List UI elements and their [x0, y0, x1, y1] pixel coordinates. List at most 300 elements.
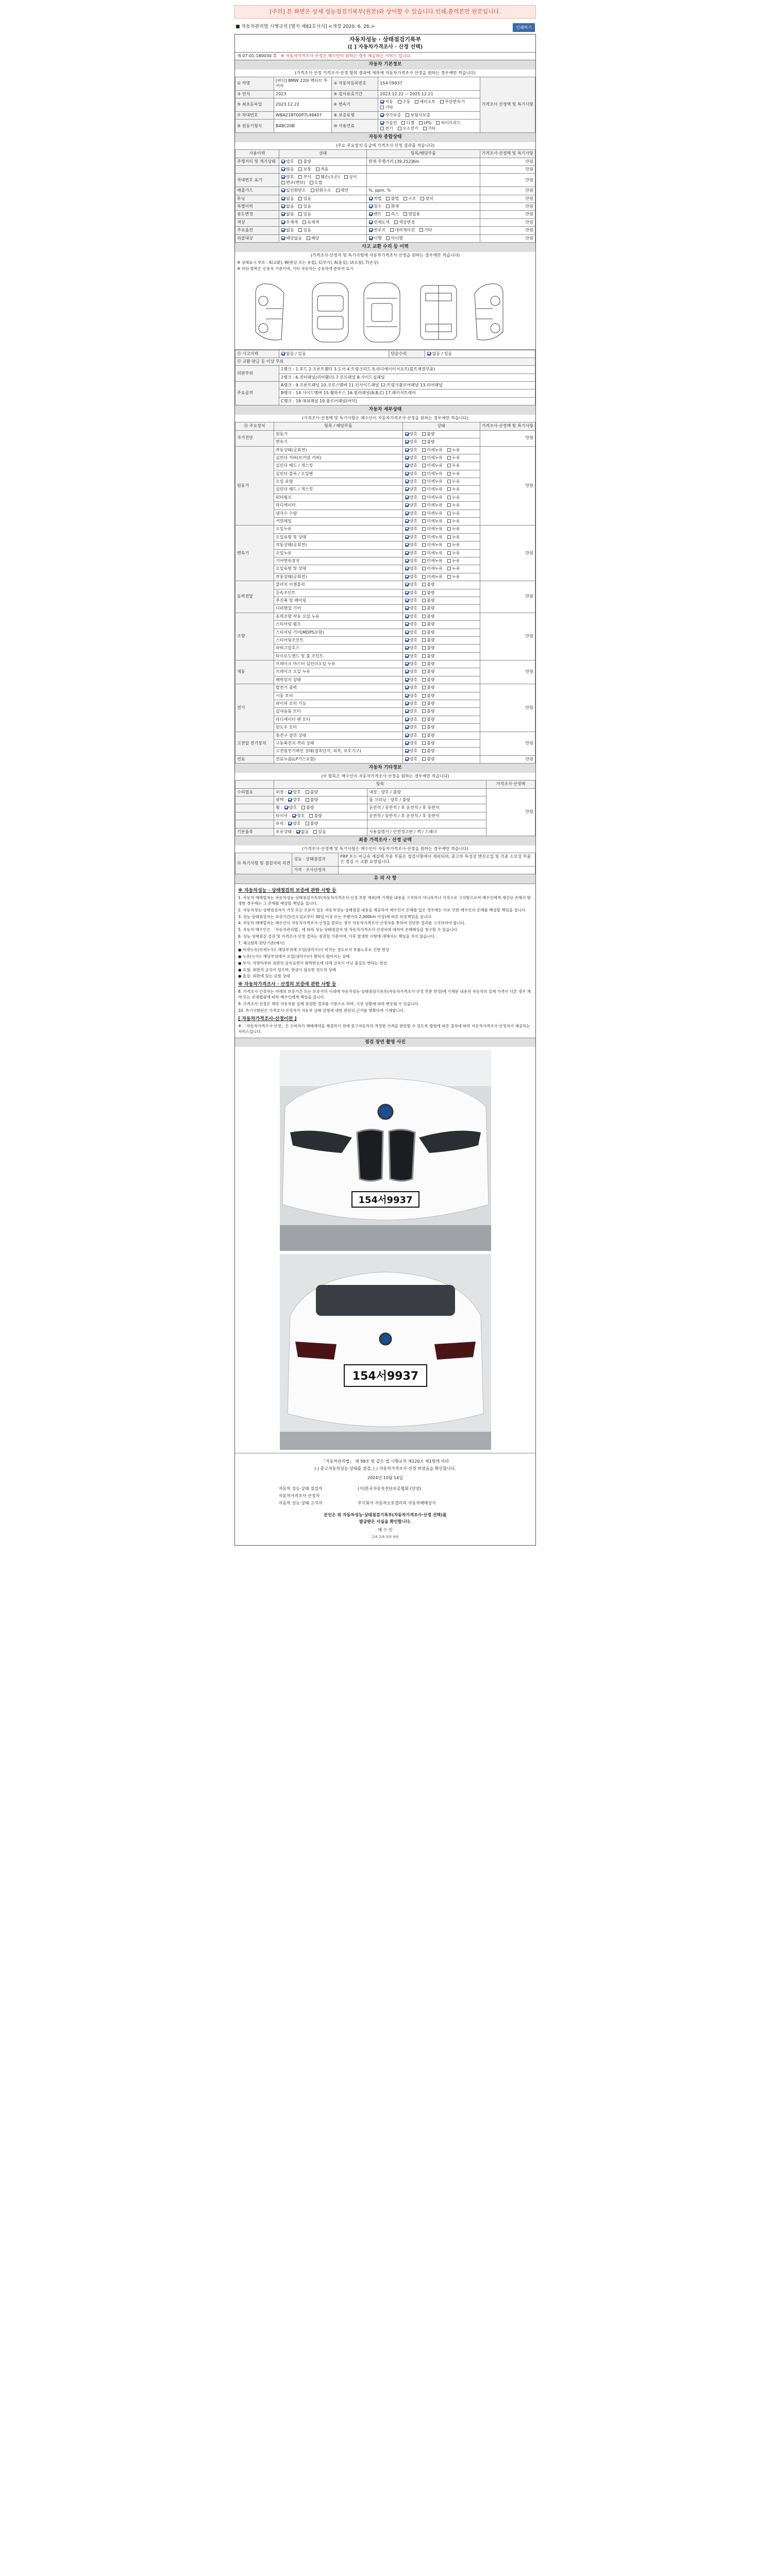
checkbox-icon[interactable] [298, 228, 302, 232]
detail-item: 커먼레일 [274, 518, 403, 526]
checkbox-checked-icon[interactable] [405, 480, 409, 483]
car-diagram [235, 273, 535, 350]
detail-status [402, 438, 480, 446]
checkbox-icon[interactable] [306, 790, 309, 794]
checkbox-icon[interactable] [422, 496, 426, 499]
condition-row [236, 166, 535, 174]
checkbox-icon[interactable] [447, 535, 451, 539]
detail-status [402, 589, 480, 597]
detail-price: 만원 [480, 660, 535, 684]
checkbox-icon[interactable] [447, 464, 451, 467]
checkbox-checked-icon[interactable] [405, 432, 409, 436]
checkbox-icon[interactable] [447, 496, 451, 499]
checkbox-icon[interactable] [298, 205, 302, 208]
photos-title: 점검 장면 촬영 사진 [235, 1038, 535, 1047]
checkbox-icon[interactable] [447, 487, 451, 491]
option-item: 양호 [281, 175, 294, 180]
checkbox-icon[interactable] [311, 189, 314, 192]
detail-item: 추진축 및 베어링 [274, 597, 403, 604]
checkbox-icon[interactable] [422, 512, 426, 515]
checkbox-icon[interactable] [422, 559, 426, 563]
checkbox-icon[interactable] [301, 806, 305, 809]
checkbox-icon[interactable] [316, 167, 320, 171]
checkbox-icon[interactable] [447, 527, 451, 531]
detail-price: 만원 [480, 581, 535, 613]
checkbox-icon[interactable] [422, 591, 426, 595]
checkbox-icon[interactable] [422, 725, 426, 729]
option-item: 양호 [405, 741, 417, 746]
checkbox-checked-icon[interactable] [405, 456, 409, 460]
option-item: 없음 [281, 196, 294, 201]
checkbox-checked-icon[interactable] [405, 519, 409, 523]
checkbox-checked-icon[interactable] [405, 734, 409, 737]
detail-item: 파워고압호스 [274, 645, 403, 652]
checkbox-checked-icon[interactable] [405, 448, 409, 452]
checkbox-icon[interactable] [298, 167, 302, 171]
checkbox-icon[interactable] [422, 638, 426, 642]
accident-legend: ※ 상태표시 부호 : X(교환), W(판금 또는 용접), C(부식), A(흠집), U(요철), T(손상) [237, 260, 379, 265]
detail-item: 기어변속장치 [274, 557, 403, 565]
checkbox-checked-icon[interactable] [369, 197, 373, 200]
checkbox-icon[interactable] [419, 121, 423, 125]
checkbox-icon[interactable] [422, 734, 426, 737]
detail-item: 브레이크 마스터 실린더오일 누유 [274, 660, 403, 668]
checkbox-icon[interactable] [386, 212, 390, 216]
checkbox-checked-icon[interactable] [281, 205, 285, 208]
checkbox-icon[interactable] [398, 127, 401, 130]
simple-repair-value: 없음 / 있음 [425, 350, 535, 358]
option-item: 양호 [405, 519, 417, 524]
checkbox-checked-icon[interactable] [405, 694, 409, 698]
option-item: 양호 [405, 733, 417, 738]
detail-status [402, 755, 480, 763]
checkbox-icon[interactable] [422, 472, 426, 476]
checkbox-icon[interactable] [422, 599, 426, 602]
checkbox-icon[interactable] [422, 583, 426, 586]
checkbox-icon[interactable] [422, 527, 426, 531]
checkbox-checked-icon[interactable] [405, 686, 409, 689]
checkbox-icon[interactable] [306, 798, 309, 802]
condition-status [279, 195, 367, 202]
option-item: 누유 [447, 551, 460, 556]
others-group: 기본품목 [236, 828, 274, 836]
checkbox-checked-icon[interactable] [405, 615, 409, 618]
condition-item [236, 166, 279, 174]
option-item: 양호 [405, 511, 417, 516]
option-item: 보통 [298, 167, 311, 172]
condition-detail [367, 166, 480, 174]
option-item: 미세누유 [422, 519, 443, 524]
detail-item: 작동상태(공회전) [274, 573, 403, 581]
checkbox-checked-icon[interactable] [405, 670, 409, 673]
checkbox-icon[interactable] [447, 480, 451, 483]
detail-status [402, 613, 480, 620]
checkbox-icon[interactable] [421, 197, 424, 200]
option-item: 양호 [405, 574, 417, 580]
checkbox-icon[interactable] [447, 503, 451, 507]
checkbox-checked-icon[interactable] [288, 798, 292, 802]
detail-item: 실린더 헤드 / 개스킷 [274, 462, 403, 470]
checkbox-checked-icon[interactable] [369, 228, 373, 232]
checkbox-icon[interactable] [309, 814, 313, 818]
checkbox-checked-icon[interactable] [369, 212, 373, 216]
checkbox-checked-icon[interactable] [292, 814, 296, 818]
checkbox-icon[interactable] [390, 228, 394, 232]
checkbox-icon[interactable] [422, 543, 426, 547]
checkbox-icon[interactable] [447, 519, 451, 523]
option-item: 있음 [313, 829, 326, 835]
option-item: 유채색 [302, 220, 319, 225]
option-item: 일산화탄소 [281, 188, 306, 193]
option-item: 불량 [422, 630, 434, 635]
checkbox-checked-icon[interactable] [405, 503, 409, 507]
detail-item: 등속조인트 [274, 589, 403, 597]
checkbox-icon[interactable] [422, 646, 426, 650]
option-item: 세미오토 [414, 99, 435, 105]
option-item: 적음 [315, 167, 328, 172]
checkbox-checked-icon[interactable] [405, 622, 409, 626]
checkbox-icon[interactable] [447, 567, 451, 570]
option-item: 양호 [405, 439, 417, 445]
checkbox-checked-icon[interactable] [284, 806, 288, 809]
detail-status [402, 494, 480, 501]
option-item: 네비게이션 [390, 228, 415, 233]
option-item: 상이 [344, 175, 357, 180]
checkbox-checked-icon[interactable] [405, 638, 409, 642]
option-item: 불량 [305, 821, 318, 826]
note-paragraph: 5. 자동차 매수인은 「자동차관리법」에 따라 성능·상태점검자 및 자동차가격조사·산정자에 대하여 손해배상을 청구할 수 있습니다. [238, 927, 459, 933]
checkbox-icon[interactable] [422, 567, 426, 570]
checkbox-icon[interactable] [422, 456, 426, 460]
checkbox-icon[interactable] [310, 181, 313, 184]
condition-price: 만원 [480, 234, 535, 242]
checkbox-icon[interactable] [401, 121, 405, 125]
accident-table [235, 350, 535, 406]
checkbox-checked-icon[interactable] [405, 678, 409, 682]
checkbox-icon[interactable] [298, 197, 302, 200]
detail-price: 만원 [480, 526, 535, 581]
option-item: 전기 [380, 126, 393, 131]
checkbox-checked-icon[interactable] [369, 236, 373, 240]
checkbox-icon[interactable] [436, 121, 440, 125]
others-a: 보유상태 : 없음 있음 [274, 828, 367, 836]
checkbox-checked-icon[interactable] [405, 583, 409, 586]
checkbox-checked-icon[interactable] [369, 205, 373, 208]
checkbox-checked-icon[interactable] [405, 551, 409, 555]
condition-detail [367, 195, 480, 202]
signer-1-value: (사)한국자동차진단보증협회 (안양) [357, 1486, 422, 1491]
checkbox-icon[interactable] [422, 694, 426, 698]
checkbox-checked-icon[interactable] [405, 440, 409, 444]
checkbox-checked-icon[interactable] [405, 543, 409, 547]
checkbox-icon[interactable] [344, 175, 348, 179]
others-b: 사용설명서 / 안전경고판 / 잭 / 스패너 [367, 828, 486, 836]
checkbox-icon[interactable] [398, 100, 401, 104]
checkbox-icon[interactable] [386, 197, 390, 200]
checkbox-checked-icon[interactable] [405, 725, 409, 729]
checkbox-checked-icon[interactable] [405, 575, 409, 579]
checkbox-icon[interactable] [422, 464, 426, 467]
option-item: 양호 [288, 798, 300, 803]
checkbox-icon[interactable] [422, 686, 426, 689]
checkbox-checked-icon[interactable] [296, 830, 300, 834]
checkbox-icon[interactable] [380, 106, 384, 109]
checkbox-icon[interactable] [406, 113, 409, 117]
checkbox-icon[interactable] [404, 212, 407, 216]
option-item: 훼손(오손) [315, 175, 340, 180]
detail-item: 오일 유량 [274, 478, 403, 486]
checkbox-icon[interactable] [422, 487, 426, 491]
checkbox-checked-icon[interactable] [405, 464, 409, 467]
checkbox-checked-icon[interactable] [281, 189, 285, 192]
detail-section-title: 자동차 세부상태 [235, 405, 535, 415]
detail-item: 작동상태(공회전) [274, 541, 403, 549]
checkbox-icon[interactable] [447, 472, 451, 476]
detail-status [402, 565, 480, 573]
option-item: 미세누유 [422, 543, 443, 548]
option-item: 누유 [447, 503, 460, 508]
detail-item: 라디에이터 팬 모터 [274, 716, 403, 723]
note-paragraph: 3. 성능·상태점검자는 보증기간(인도일로부터 30일 이상 또는 주행거리 2,000km 이상)에 따른 보증책임을 집니다. [238, 914, 432, 919]
option-item: 침수 [368, 204, 381, 209]
detail-item: 클러치 어셈블리 [274, 581, 403, 589]
detail-item: 타이로드엔드 및 볼 조인트 [274, 652, 403, 660]
checkbox-icon[interactable] [422, 718, 426, 721]
detail-item: 실내송풍 모터 [274, 708, 403, 716]
checkbox-icon[interactable] [303, 221, 306, 224]
checkbox-checked-icon[interactable] [405, 757, 409, 761]
checkbox-checked-icon[interactable] [405, 654, 409, 658]
checkbox-icon[interactable] [336, 189, 340, 192]
condition-detail: 현재 주행거리 [39,252]Km [367, 158, 480, 165]
checkbox-icon[interactable] [422, 503, 426, 507]
option-item: 누유 [447, 479, 460, 484]
checkbox-checked-icon[interactable] [405, 718, 409, 721]
checkbox-icon[interactable] [298, 212, 302, 216]
checkbox-icon[interactable] [386, 205, 390, 208]
note-paragraph: 6. 성능·상태점검 결과 및 가격조사·산정 결과는 점검일 기준이며, 이후 발생한 사항에 대해서는 책임을 지지 않습니다. [238, 934, 436, 939]
checkbox-checked-icon[interactable] [288, 790, 292, 794]
checkbox-icon[interactable] [316, 175, 320, 179]
checkbox-icon[interactable] [419, 228, 423, 232]
option-item: 양호 [405, 543, 417, 548]
checkbox-icon[interactable] [404, 197, 407, 200]
checkbox-icon[interactable] [422, 432, 426, 436]
accident-legend-2: ※ 하단 항목은 승용차 기준이며, 기타 자동차는 승용차에 준하여 표시 [237, 266, 354, 271]
checkbox-checked-icon[interactable] [405, 709, 409, 713]
checkbox-checked-icon[interactable] [405, 749, 409, 753]
detail-status [402, 716, 480, 723]
checkbox-icon[interactable] [386, 236, 390, 240]
detail-item: 오일누유 [274, 549, 403, 557]
checkbox-icon[interactable] [422, 709, 426, 713]
checkbox-icon[interactable] [422, 480, 426, 483]
detail-col-2: 항목 / 해당부품 [274, 422, 403, 430]
checkbox-icon[interactable] [422, 631, 426, 634]
checkbox-icon[interactable] [423, 127, 427, 130]
checkbox-icon[interactable] [447, 448, 451, 452]
checkbox-icon[interactable] [422, 575, 426, 579]
basic-value: 2023.12.22 ~ 2025.12.21 [378, 90, 480, 98]
checkbox-icon[interactable] [422, 654, 426, 658]
checkbox-icon[interactable] [415, 100, 418, 104]
checkbox-icon[interactable] [422, 622, 426, 626]
condition-row [236, 203, 535, 211]
checkbox-icon[interactable] [422, 741, 426, 745]
checkbox-icon[interactable] [422, 606, 426, 610]
signer-2-label: 자동차가격조사·산정자 [278, 1493, 320, 1498]
checkbox-icon[interactable] [447, 551, 451, 555]
checkbox-checked-icon[interactable] [405, 646, 409, 650]
basic-label: ⑤ 최초등록일 [236, 98, 274, 112]
checkbox-checked-icon[interactable] [281, 175, 285, 179]
checkbox-icon[interactable] [281, 181, 285, 184]
checkbox-checked-icon[interactable] [281, 167, 285, 171]
checkbox-checked-icon[interactable] [281, 228, 285, 232]
accident-section-title: 사고 교환 수리 등 이력 [235, 243, 535, 252]
inspector-label: 성능 · 상태점검자 [292, 853, 339, 867]
option-item: 불량 [422, 701, 434, 706]
detail-col-1: ⑬ 주요장치 [236, 422, 274, 430]
checkbox-icon[interactable] [422, 662, 426, 666]
basic-value [378, 112, 480, 120]
option-item: 양호 [405, 757, 417, 762]
checkbox-checked-icon[interactable] [369, 221, 373, 224]
checkbox-checked-icon[interactable] [405, 527, 409, 531]
checkbox-checked-icon[interactable] [281, 236, 285, 240]
checkbox-icon[interactable] [447, 456, 451, 460]
checkbox-icon[interactable] [440, 100, 444, 104]
option-item: 미이행 [385, 236, 402, 241]
option-item: 미세누유 [422, 471, 443, 477]
detail-item: 원동기 [274, 430, 403, 438]
checkbox-icon[interactable] [422, 551, 426, 555]
checkbox-checked-icon[interactable] [427, 352, 431, 355]
basic-value [378, 98, 480, 112]
checkbox-icon[interactable] [298, 175, 302, 179]
checkbox-icon[interactable] [422, 757, 426, 761]
detail-item: 동력조향 작동 오일 누유 [274, 613, 403, 620]
option-item: 썬루프 [368, 228, 385, 233]
checkbox-checked-icon[interactable] [281, 221, 285, 224]
checkbox-checked-icon[interactable] [405, 496, 409, 499]
checkbox-checked-icon[interactable] [405, 487, 409, 491]
footer-line-1: 본인은 위 자동차성능·상태점검기록부(자동차가격조사·산정 선택)를 [324, 1512, 447, 1517]
checkbox-checked-icon[interactable] [405, 606, 409, 610]
checkbox-icon[interactable] [422, 440, 426, 444]
checkbox-checked-icon[interactable] [405, 741, 409, 745]
main-frame-label: 주요골격 [236, 382, 279, 405]
option-item: 양호 [405, 725, 417, 730]
print-button[interactable]: 인쇄하기 [513, 23, 535, 32]
checkbox-icon[interactable] [422, 670, 426, 673]
detail-item: 스티어링 기어(MDPS포함) [274, 629, 403, 636]
checkbox-checked-icon[interactable] [405, 662, 409, 666]
condition-status [279, 203, 367, 211]
checkbox-checked-icon[interactable] [380, 100, 384, 104]
checkbox-icon[interactable] [422, 535, 426, 539]
checkbox-checked-icon[interactable] [281, 197, 285, 200]
condition-price: 만원 [480, 187, 535, 195]
checkbox-icon[interactable] [422, 749, 426, 753]
option-item: 미세누유 [422, 463, 443, 468]
checkbox-icon[interactable] [447, 575, 451, 579]
checkbox-checked-icon[interactable] [380, 121, 384, 125]
option-item: 불량 [301, 805, 314, 810]
option-item: 적법 [368, 196, 381, 201]
option-item: 양호 [405, 685, 417, 690]
checkbox-icon[interactable] [447, 512, 451, 515]
checkbox-checked-icon[interactable] [281, 212, 285, 216]
option-item: 변조(변타) [281, 180, 305, 185]
checkbox-icon[interactable] [307, 236, 310, 240]
detail-status [402, 502, 480, 510]
final-section-title: 최종 가격조사 · 산정 금액 [235, 836, 535, 845]
checkbox-checked-icon[interactable] [288, 822, 292, 825]
notes-title: 유 의 사 항 [235, 874, 535, 884]
basic-table [235, 77, 535, 133]
notes-heading-2: ※ 자동차가격조사 · 산정의 보증에 관한 사항 등 [238, 982, 337, 988]
detail-price: 만원 [480, 755, 535, 763]
checkbox-icon[interactable] [422, 615, 426, 618]
checkbox-icon[interactable] [380, 127, 384, 130]
checkbox-checked-icon[interactable] [405, 631, 409, 634]
option-item: 미세누유 [422, 511, 443, 516]
checkbox-icon[interactable] [422, 448, 426, 452]
checkbox-checked-icon[interactable] [405, 599, 409, 602]
note-paragraph: 9. 가격조사·산정은 해당 자동차를 실제 점검한 결과를 기준으로 하며, 시장 상황에 따라 변동될 수 있습니다. [238, 1002, 419, 1007]
checkbox-icon[interactable] [422, 519, 426, 523]
option-item: 해당없음 [281, 236, 302, 241]
checkbox-icon[interactable] [447, 543, 451, 547]
detail-status [402, 510, 480, 517]
note-paragraph: ● 요철: 외판의 굴곡이 있으며, 판금이 필요한 정도의 상태 [238, 967, 336, 972]
checkbox-icon[interactable] [298, 160, 302, 163]
option-item: 양호 [405, 638, 417, 643]
checkbox-checked-icon[interactable] [405, 702, 409, 705]
checkbox-icon[interactable] [422, 678, 426, 682]
checkbox-checked-icon[interactable] [405, 535, 409, 539]
checkbox-checked-icon[interactable] [405, 591, 409, 595]
checkbox-checked-icon[interactable] [281, 160, 285, 163]
checkbox-checked-icon[interactable] [380, 113, 384, 117]
checkbox-icon[interactable] [394, 221, 398, 224]
detail-status [402, 573, 480, 581]
condition-row [236, 174, 535, 187]
checkbox-checked-icon[interactable] [405, 567, 409, 570]
checkbox-checked-icon[interactable] [405, 512, 409, 515]
checkbox-icon[interactable] [422, 702, 426, 705]
option-item: 불량 [422, 693, 434, 699]
option-item: 미세누유 [422, 495, 443, 500]
option-item: 불량 [422, 614, 434, 619]
option-item: 양호 [405, 566, 417, 571]
basic-label: ④ 검사유효기간 [332, 90, 378, 98]
others-col-price: 가격조사·산정액 [486, 781, 535, 788]
condition-item: 색상 [236, 218, 279, 226]
checkbox-icon[interactable] [306, 822, 309, 825]
condition-row [236, 227, 535, 234]
others-note: (이 항목은 매수인이 자동차가격조사·산정을 원하는 경우에만 적습니다) [321, 773, 449, 778]
checkbox-checked-icon[interactable] [405, 472, 409, 476]
checkbox-icon[interactable] [313, 830, 317, 834]
checkbox-checked-icon[interactable] [405, 559, 409, 563]
others-a: 광택 : 양호 불량 [274, 796, 367, 804]
checkbox-checked-icon[interactable] [281, 352, 285, 355]
detail-item: 오일누유 [274, 526, 403, 533]
checkbox-icon[interactable] [447, 559, 451, 563]
detail-item: 오일유량 및 상태 [274, 565, 403, 573]
